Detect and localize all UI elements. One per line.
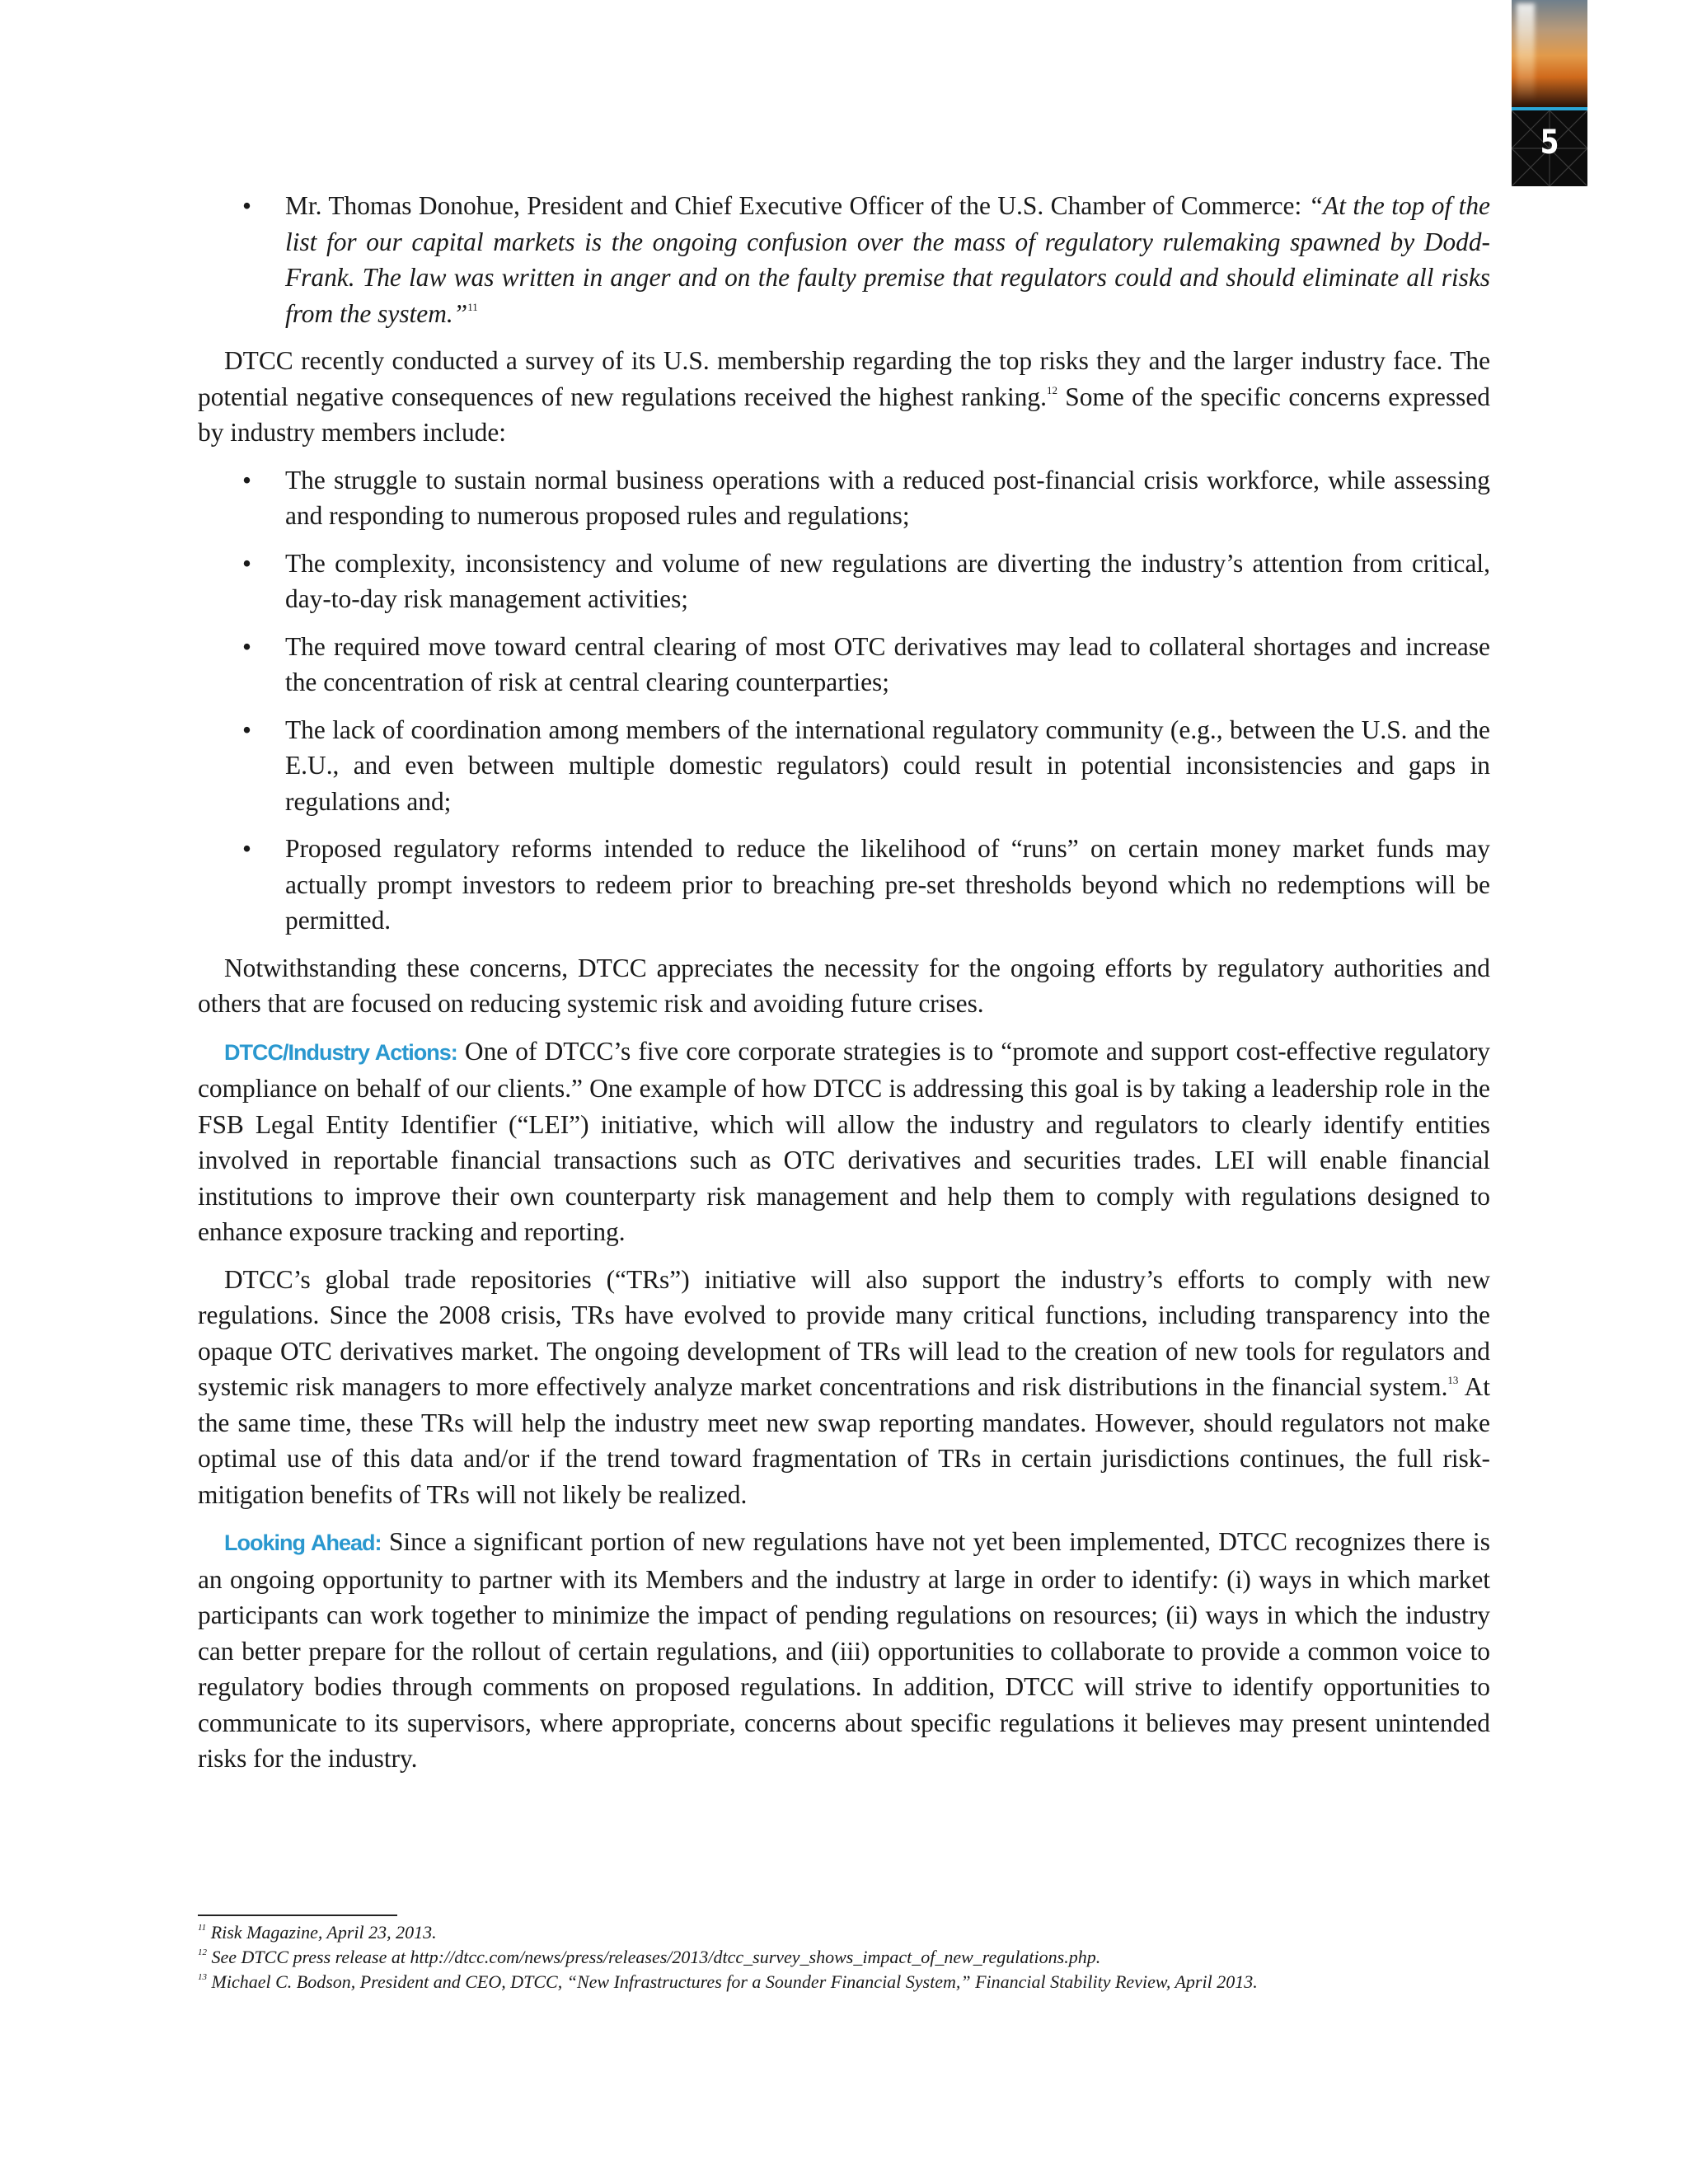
footnote-text: Risk Magazine, April 23, 2013.: [206, 1922, 437, 1943]
list-item: [198, 712, 1490, 820]
bullet-dot: •: [242, 834, 251, 863]
survey-text-a: DTCC recently conducted a survey of its U.S. membership regarding the top risks they and the larger industry face. The potential negative consequences of new regulations received the highest ranking.: [198, 346, 1490, 411]
survey-paragraph: [198, 343, 1490, 451]
list-item: [198, 629, 1490, 701]
concern-text: The struggle to sustain normal business operations with a reduced post-financial crisis workforce, while assessing and responding to numerous proposed rules and regulations;: [285, 465, 1490, 530]
footnote-text: Michael C. Bodson, President and CEO, DTCC, “New Infrastructures for a Sounder Financial System,” Financial Stability Review, April 2013.: [207, 1971, 1258, 1992]
industry-actions-text: One of DTCC’s five core corporate strategies is to “promote and support cost-effective regulatory compliance on behalf of our clients.” One example of how DTCC is addressing this goal is by taking a leadership role in the FSB Legal Entity Identifier (“LEI”) initiative, which will allow the industry and regulators to clearly identify entities involved in reportable financial transactions such as OTC derivatives and securities trades. LEI will enable financial institutions to improve their own counterparty risk management and help them to comply with regulations designed to enhance exposure tracking and reporting.: [198, 1036, 1490, 1246]
survey-text-b: Some of the specific concerns expressed by industry members include:: [198, 382, 1491, 447]
footnote-ref-13[interactable]: 13: [1447, 1374, 1459, 1386]
footnote-ref-12[interactable]: 12: [1046, 383, 1057, 396]
lightning-sunset-photo: [1512, 0, 1587, 107]
article-body: [198, 188, 1490, 1788]
quote-text: “At the top of the list for our capital markets is the ongoing confusion over the mass of regulatory rulemaking spawned by Dodd-Frank. The law was written in anger and on the faulty premise that regulators could and should eliminate all risks from the system.”: [285, 191, 1490, 328]
trade-repositories-paragraph: [198, 1262, 1490, 1513]
bullet-dot: •: [242, 715, 251, 744]
looking-ahead-text: Since a significant portion of new regulations have not yet been implemented, DTCC recognizes there is an ongoing opportunity to partner with its Members and the industry at large in order to identify: (i) ways in which market participants can work together to minimize the impact of pending regulations on resources; (ii) ways in which the industry can better prepare for the rollout of certain regulations, and (iii) opportunities to collaborate to provide a common voice to regulatory bodies through comments on proposed regulations. In addition, DTCC will strive to identify opportunities to communicate to its supervisors, where appropriate, concerns about specific regulations it believes may present unintended risks for the industry.: [198, 1527, 1490, 1773]
industry-actions-paragraph: [198, 1033, 1490, 1250]
quote-bullet: [198, 188, 1490, 331]
bullet-dot: •: [242, 465, 251, 494]
quote-intro: Mr. Thomas Donohue, President and Chief Executive Officer of the U.S. Chamber of Commerce:: [285, 191, 1309, 220]
page-number-tab: [1512, 0, 1587, 186]
trs-text-a: DTCC’s global trade repositories (“TRs”) initiative will also support the industry’s efforts to comply with new regulations. Since the 2008 crisis, TRs have evolved to provide many critical functions, including transparency into the opaque OTC derivatives market. The ongoing development of TRs will lead to the creation of new tools for regulators and systemic risk managers to more effectively analyze market concentrations and risk distributions in the financial system.: [198, 1264, 1490, 1401]
looking-ahead-paragraph: [198, 1524, 1490, 1777]
concern-text: The required move toward central clearing of most OTC derivatives may lead to collateral shortages and increase the concentration of risk at central clearing counterparties;: [285, 631, 1490, 696]
concern-text: The complexity, inconsistency and volume of new regulations are diverting the industry’s attention from critical, day-to-day risk management activities;: [285, 548, 1490, 613]
trs-text-b: At the same time, these TRs will help the industry meet new swap reporting mandates. However, should regulators not make optimal use of this data and/or if the trend toward fragmentation of TRs in certain jurisdictions continues, the full risk-mitigation benefits of TRs will not likely be realized.: [198, 1372, 1490, 1509]
list-item: [198, 546, 1490, 617]
footnote-13: [198, 1970, 1517, 1994]
page-number: 5: [1540, 124, 1559, 162]
list-item: [198, 462, 1490, 534]
footnote-divider: [198, 1915, 397, 1916]
section-heading-looking-ahead: Looking Ahead:: [224, 1530, 382, 1555]
bullet-dot: •: [242, 191, 251, 220]
footnote-number: 12: [198, 1947, 207, 1957]
concerns-list: [198, 462, 1490, 939]
footnote-ref-11[interactable]: 11: [467, 300, 478, 313]
footnote-number: 11: [198, 1923, 207, 1933]
footnote-number: 13: [198, 1972, 207, 1982]
footnote-11: [198, 1920, 1517, 1945]
quote-list: [198, 188, 1490, 331]
bullet-dot: •: [242, 631, 251, 661]
concern-text: Proposed regulatory reforms intended to reduce the likelihood of “runs” on certain money market funds may actually prompt investors to redeem prior to breaching pre-set thresholds beyond which no redemptions will be permitted.: [285, 834, 1490, 935]
section-heading-industry-actions: DTCC/Industry Actions:: [224, 1039, 457, 1065]
footnotes: [198, 1920, 1517, 1994]
notwithstanding-paragraph: Notwithstanding these concerns, DTCC appreciates the necessity for the ongoing efforts by regulatory authorities and others that are focused on reducing systemic risk and avoiding future crises.: [198, 953, 1490, 1018]
list-item: [198, 831, 1490, 939]
bullet-dot: •: [242, 548, 251, 578]
footnote-text: See DTCC press release at http://dtcc.com/news/press/releases/2013/dtcc_survey_shows_impact_of_new_regulations.php.: [207, 1947, 1101, 1967]
concern-text: The lack of coordination among members of the international regulatory community (e.g., between the U.S. and the E.U., and even between multiple domestic regulators) could result in potential inconsistencies and gaps in regulations and;: [285, 715, 1490, 816]
footnote-12: [198, 1945, 1517, 1970]
